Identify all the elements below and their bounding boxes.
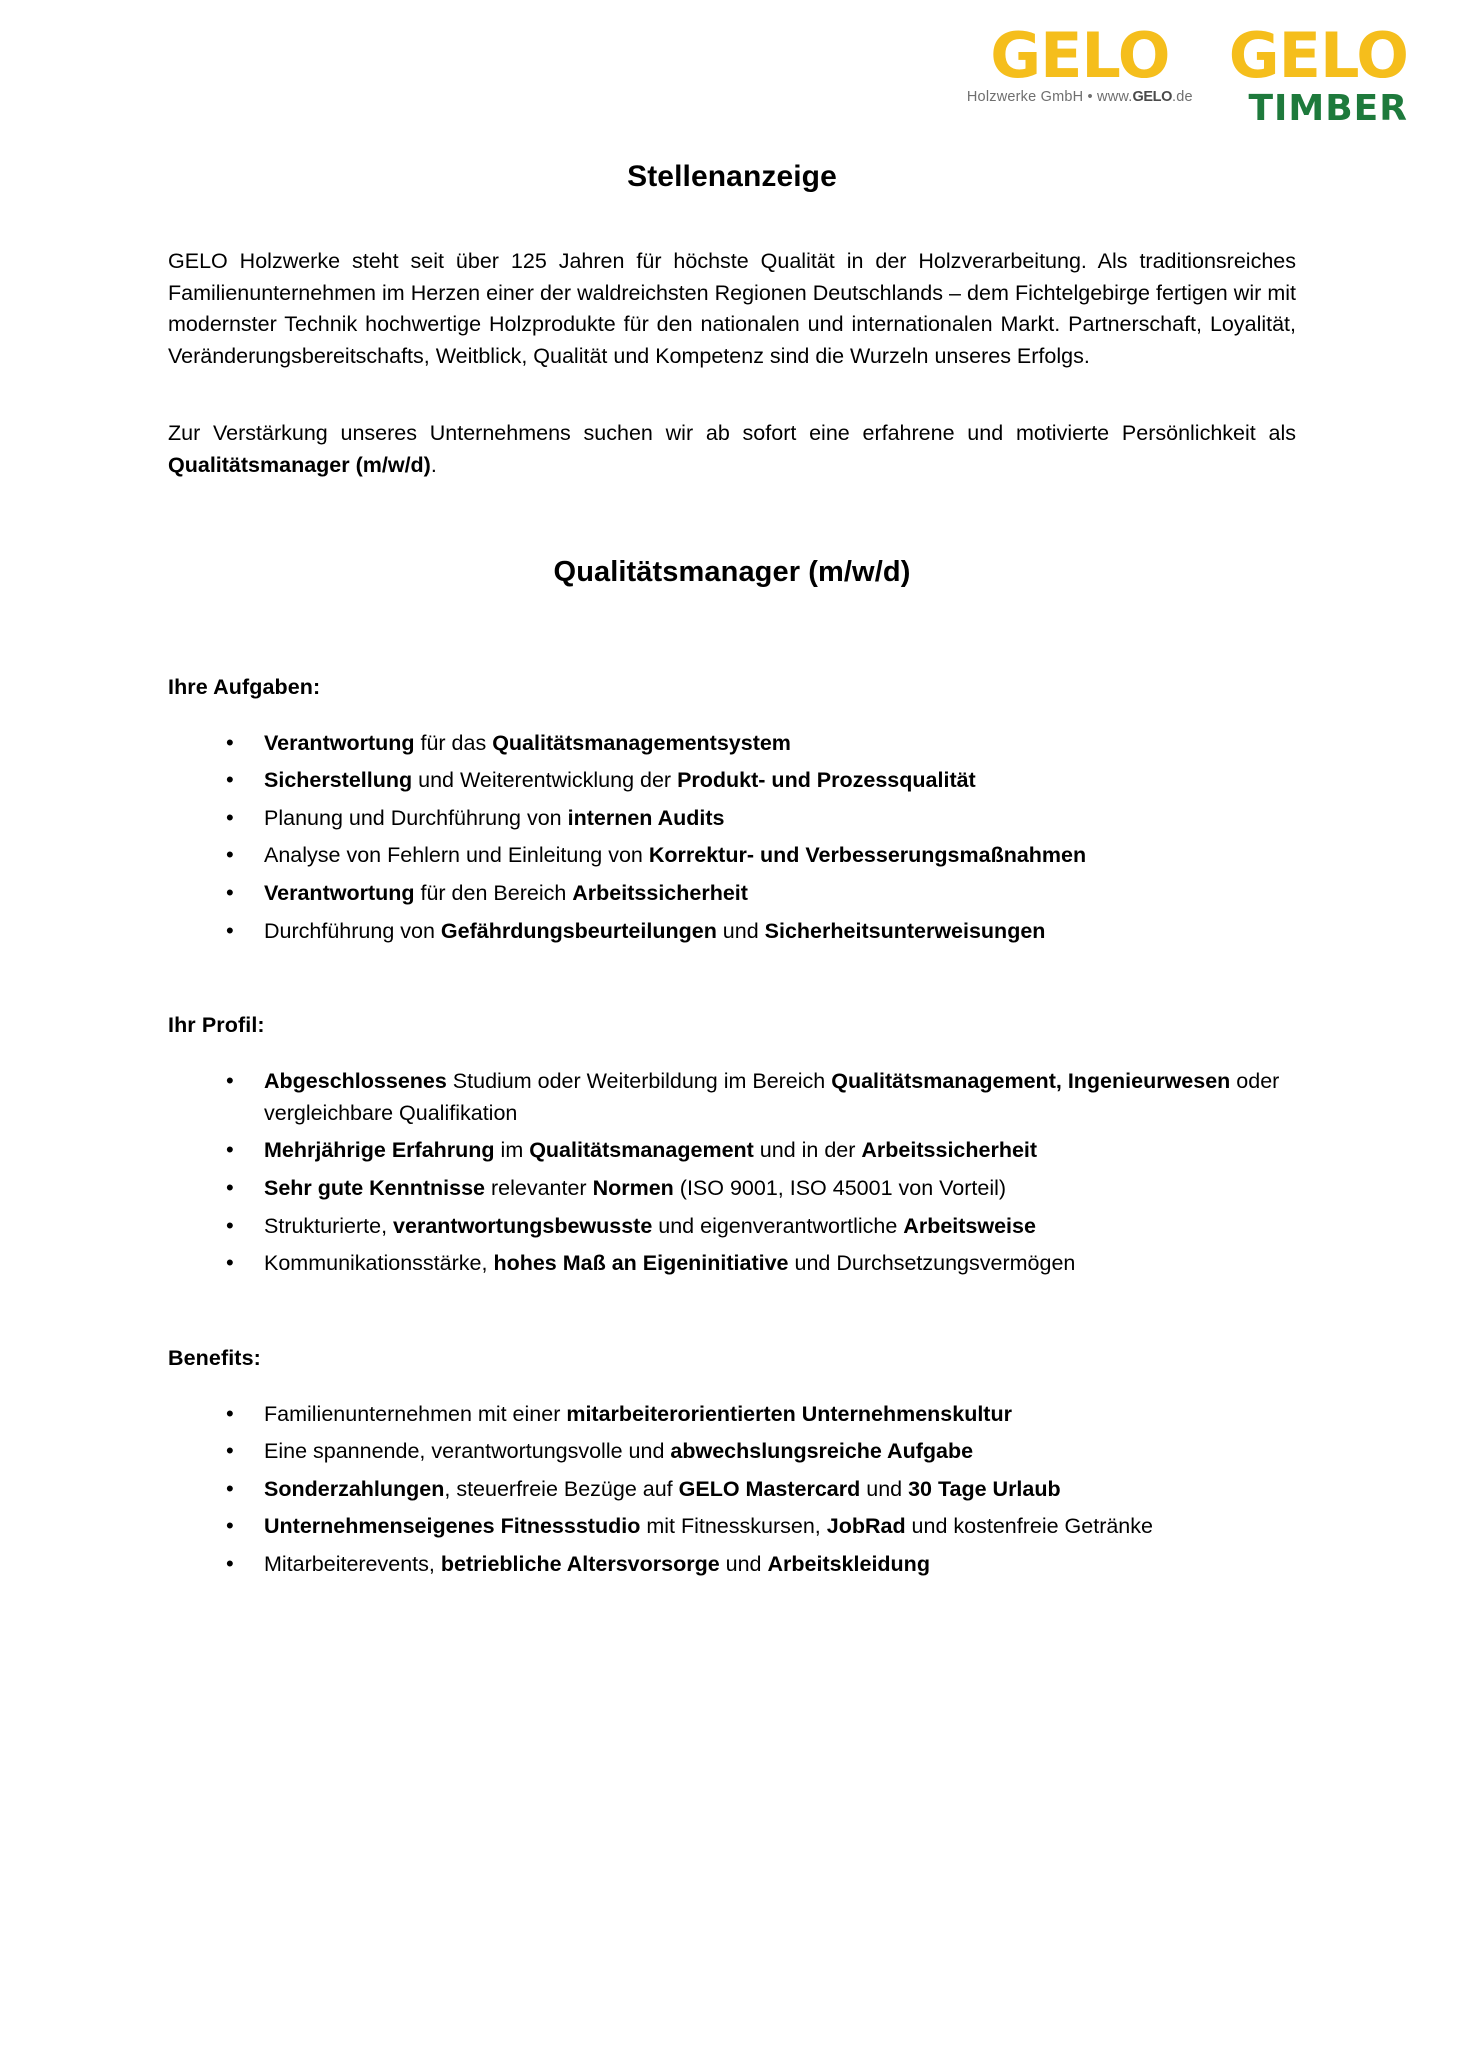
spacer <box>168 700 1296 728</box>
text-emphasis: hohes Maß an Eigeninitiative <box>493 1251 789 1276</box>
text-emphasis: JobRad <box>826 1514 906 1539</box>
list-item <box>220 878 1296 910</box>
logo-subtitle-prefix: Holzwerke GmbH • www. <box>966 88 1133 105</box>
section-heading-aufgaben: Ihre Aufgaben: <box>168 674 321 699</box>
text-emphasis: Gefährdungsbeurteilungen <box>440 918 717 943</box>
gelo-holzwerke-logo <box>966 19 1193 105</box>
text-emphasis: Abgeschlossenes <box>264 1069 447 1094</box>
section-heading-profil: Ihr Profil: <box>168 1013 265 1038</box>
text-emphasis: abwechslungsreiche Aufgabe <box>670 1439 974 1464</box>
text-run: im <box>494 1138 530 1163</box>
text-emphasis: betriebliche Altersvorsorge <box>440 1552 720 1577</box>
spacer <box>168 1038 1296 1066</box>
list-item <box>220 765 1296 797</box>
text-emphasis: Sonderzahlungen <box>264 1476 445 1501</box>
list-item <box>220 1511 1296 1543</box>
text-emphasis: internen Audits <box>567 805 725 830</box>
list-item <box>220 840 1296 872</box>
spacer <box>168 953 1296 1013</box>
bullet-list-aufgaben <box>168 728 1296 948</box>
text-run: für den Bereich <box>414 880 573 905</box>
job-title-heading: Qualitätsmanager (m/w/d) <box>553 555 911 588</box>
text-run: oder vergleichbare Qualifikation <box>264 1069 1280 1125</box>
text-run: Planung und Durchführung von <box>264 805 568 830</box>
text-emphasis: Ingenieurwesen <box>1067 1069 1231 1094</box>
text-run: und <box>716 918 765 943</box>
list-item <box>220 1474 1296 1506</box>
section-heading-benefits: Benefits: <box>168 1345 261 1370</box>
sections-container <box>168 675 1296 1581</box>
text-emphasis: verantwortungsbewusste <box>393 1213 653 1238</box>
text-run: und eigenverantwortliche <box>652 1213 904 1238</box>
text-emphasis: Verantwortung <box>264 880 415 905</box>
text-emphasis: Unternehmenseigenes Fitnessstudio <box>264 1514 641 1539</box>
search-paragraph-text: Zur Verstärkung unseres Unternehmens suchen wir ab sofort eine erfahrene und motivierte Persönlichkeit als <box>168 421 1296 446</box>
text-emphasis: Arbeitsweise <box>903 1213 1036 1238</box>
text-emphasis: Qualitätsmanagement <box>529 1138 754 1163</box>
text-run: und <box>860 1476 909 1501</box>
text-run: Mitarbeiterevents, <box>264 1552 441 1577</box>
list-item <box>220 1399 1296 1431</box>
company-logo-band <box>966 19 1408 129</box>
text-run: (ISO 9001, ISO 45001 von Vorteil) <box>673 1175 1007 1200</box>
document-body <box>168 160 1296 1587</box>
text-emphasis: Arbeitskleidung <box>767 1552 930 1577</box>
list-item <box>220 1135 1296 1167</box>
text-run: und in der <box>753 1138 862 1163</box>
spacer <box>168 1371 1296 1399</box>
bullet-list-profil <box>168 1066 1296 1280</box>
gelo-wordmark-icon: GELO <box>990 19 1170 92</box>
text-emphasis: Arbeitssicherheit <box>572 880 748 905</box>
gelo-timber-logo <box>1228 19 1408 129</box>
text-run: und Weiterentwicklung der <box>412 768 678 793</box>
search-paragraph <box>168 418 1296 481</box>
logo-subtitle-brand: GELO <box>1132 88 1172 105</box>
text-emphasis: GELO Mastercard <box>678 1476 861 1501</box>
text-emphasis: Qualitätsmanagement, <box>831 1069 1062 1094</box>
spacer <box>168 482 1296 556</box>
text-emphasis: Sicherstellung <box>264 768 413 793</box>
text-emphasis: Korrektur- und Verbesserungsmaßnahmen <box>648 843 1087 868</box>
text-run: Analyse von Fehlern und Einleitung von <box>264 843 649 868</box>
list-item <box>220 1066 1296 1129</box>
text-emphasis: Verantwortung <box>264 730 415 755</box>
list-item <box>220 1549 1296 1581</box>
page-title: Stellenanzeige <box>627 160 837 193</box>
text-emphasis: mitarbeiterorientierten Unternehmenskultur <box>566 1401 1012 1426</box>
text-run: mit Fitnesskursen, <box>640 1514 827 1539</box>
text-run: Kommunikationsstärke, <box>264 1251 494 1276</box>
gelo-timber-wordmark-icon: GELO <box>1228 19 1408 92</box>
spacer <box>168 372 1296 418</box>
search-paragraph-job-title: Qualitätsmanager (m/w/d) <box>168 452 431 477</box>
search-paragraph-period: . <box>430 452 437 477</box>
text-run: für das <box>414 730 493 755</box>
list-item <box>220 1173 1296 1205</box>
text-emphasis: Produkt- und Prozessqualität <box>677 768 976 793</box>
text-run: Familienunternehmen mit einer <box>264 1401 567 1426</box>
text-run: und Durchsetzungsvermögen <box>788 1251 1076 1276</box>
text-emphasis: Arbeitssicherheit <box>861 1138 1038 1163</box>
list-item <box>220 1211 1296 1243</box>
spacer <box>168 589 1296 675</box>
list-item <box>220 1248 1296 1280</box>
text-run: Eine spannende, verantwortungsvolle und <box>264 1439 671 1464</box>
list-item <box>220 1436 1296 1468</box>
gelo-logo-subtitle <box>967 89 1193 105</box>
text-run: und kostenfreie Getränke <box>905 1514 1153 1539</box>
list-item <box>220 916 1296 948</box>
text-run: Strukturierte, <box>264 1213 394 1238</box>
text-run: , steuerfreie Bezüge auf <box>444 1476 679 1501</box>
text-run: Studium oder Weiterbildung im Bereich <box>446 1069 832 1094</box>
text-emphasis: Sehr gute Kenntnisse <box>264 1175 486 1200</box>
intro-paragraph: GELO Holzwerke steht seit über 125 Jahren für höchste Qualität in der Holzverarbeitung. Als traditionsreiches Familienunternehmen im Herzen einer der waldreichsten Regionen Deutschlands – dem Fichtelgebirge fertigen wir mit modernster Technik hochwertige Holzprodukte für den nationalen und internationalen Markt. Partnerschaft, Loyalität, Veränderungsbereitschafts, Weitblick, Qualität und Kompetenz sind die Wurzeln unseres Erfolgs. <box>168 249 1296 368</box>
bullet-list-benefits <box>168 1399 1296 1581</box>
text-run: relevanter <box>485 1175 593 1200</box>
text-emphasis: Qualitätsmanagementsystem <box>492 730 791 755</box>
text-run: Durchführung von <box>264 918 441 943</box>
text-emphasis: Mehrjährige Erfahrung <box>264 1138 495 1163</box>
list-item <box>220 728 1296 760</box>
spacer <box>168 1286 1296 1346</box>
text-run: und <box>719 1552 768 1577</box>
list-item <box>220 803 1296 835</box>
logo-subtitle-suffix: .de <box>1171 88 1193 105</box>
timber-wordmark-icon: TIMBER <box>1248 87 1408 129</box>
text-emphasis: 30 Tage Urlaub <box>908 1476 1061 1501</box>
text-emphasis: Sicherheitsunterweisungen <box>764 918 1046 943</box>
text-emphasis: Normen <box>592 1175 674 1200</box>
